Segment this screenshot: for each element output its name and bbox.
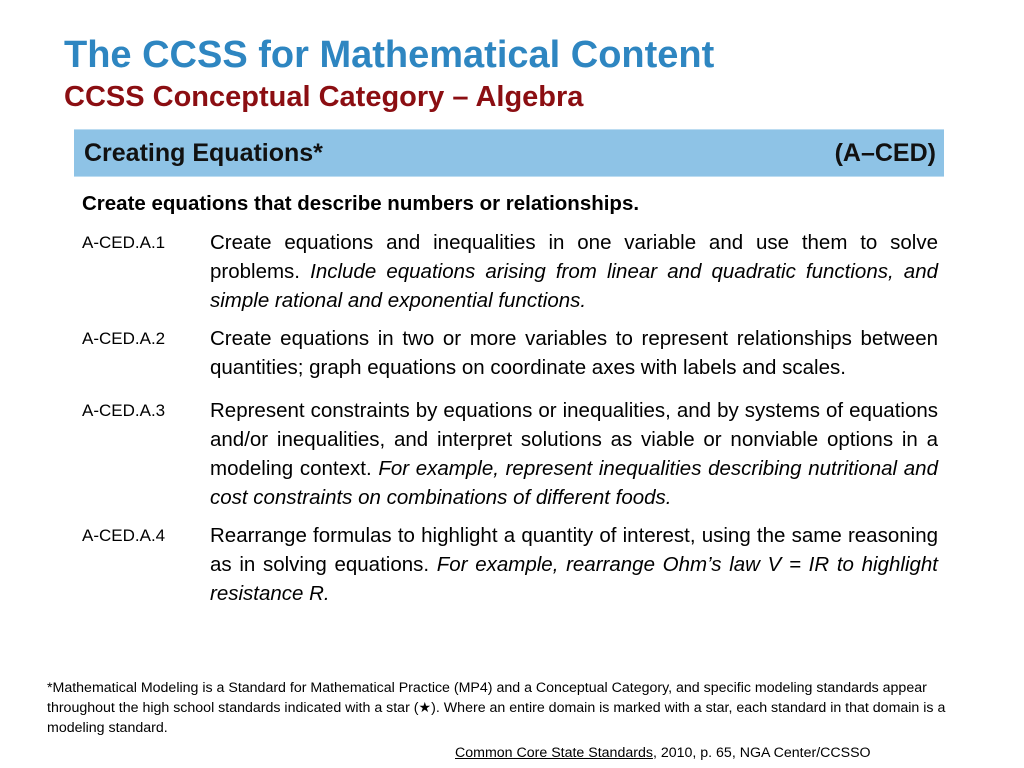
- domain-code: (A–CED): [834, 138, 936, 167]
- standard-text: Rearrange formulas to highlight a quantity of interest, using the same reasoning as in solving equations.: [210, 524, 938, 576]
- standards-list: [82, 228, 938, 617]
- standard-code: A-CED.A.4: [82, 526, 166, 545]
- standard-text: Create equations in two or more variables to represent relationships between quantities; graph equations on coordinate axes with labels and scales.: [210, 327, 938, 379]
- standard-example: Include equations arising from linear and quadratic functions, and simple rational and exponential functions.: [210, 260, 938, 312]
- standard-row-3: [82, 396, 938, 512]
- standard-code: A-CED.A.1: [82, 233, 166, 252]
- standard-row-1: [82, 228, 938, 315]
- standard-text: Represent constraints by equations or inequalities, and by systems of equations and/or inequalities, and interpret solutions as viable or nonviable options in a modeling context.: [210, 399, 938, 480]
- standard-example: For example, represent inequalities describing nutritional and cost constraints on combinations of different foods.: [210, 457, 938, 509]
- standard-row-4: [82, 521, 938, 608]
- standard-code: A-CED.A.3: [82, 401, 166, 420]
- cluster-heading: Create equations that describe numbers or relationships.: [82, 192, 640, 215]
- standard-example: For example, rearrange Ohm’s law V = IR to highlight resistance R.: [210, 553, 938, 605]
- domain-name: Creating Equations*: [84, 138, 323, 167]
- citation-link[interactable]: Common Core State Standards: [455, 745, 653, 761]
- standard-description: [210, 324, 938, 382]
- standard-code: A-CED.A.2: [82, 329, 166, 348]
- standard-description: [210, 228, 938, 315]
- standard-text: Create equations and inequalities in one variable and use them to solve problems.: [210, 231, 938, 283]
- page-title: The CCSS for Mathematical Content: [64, 34, 715, 76]
- citation: [455, 743, 871, 763]
- standard-description: [210, 396, 938, 512]
- page-subtitle: CCSS Conceptual Category – Algebra: [64, 81, 584, 113]
- domain-header-bar: [74, 129, 944, 177]
- citation-details: , 2010, p. 65, NGA Center/CCSSO: [652, 745, 871, 761]
- footnote: *Mathematical Modeling is a Standard for Mathematical Practice (MP4) and a Conceptual Category, and specific modeling standards appear throughout the high school standards indicated with a star (★). Where an entire domain is marked with a star, each standard in that domain is a modeling standard.: [47, 680, 946, 736]
- standard-row-2: [82, 324, 938, 382]
- standard-description: [210, 521, 938, 608]
